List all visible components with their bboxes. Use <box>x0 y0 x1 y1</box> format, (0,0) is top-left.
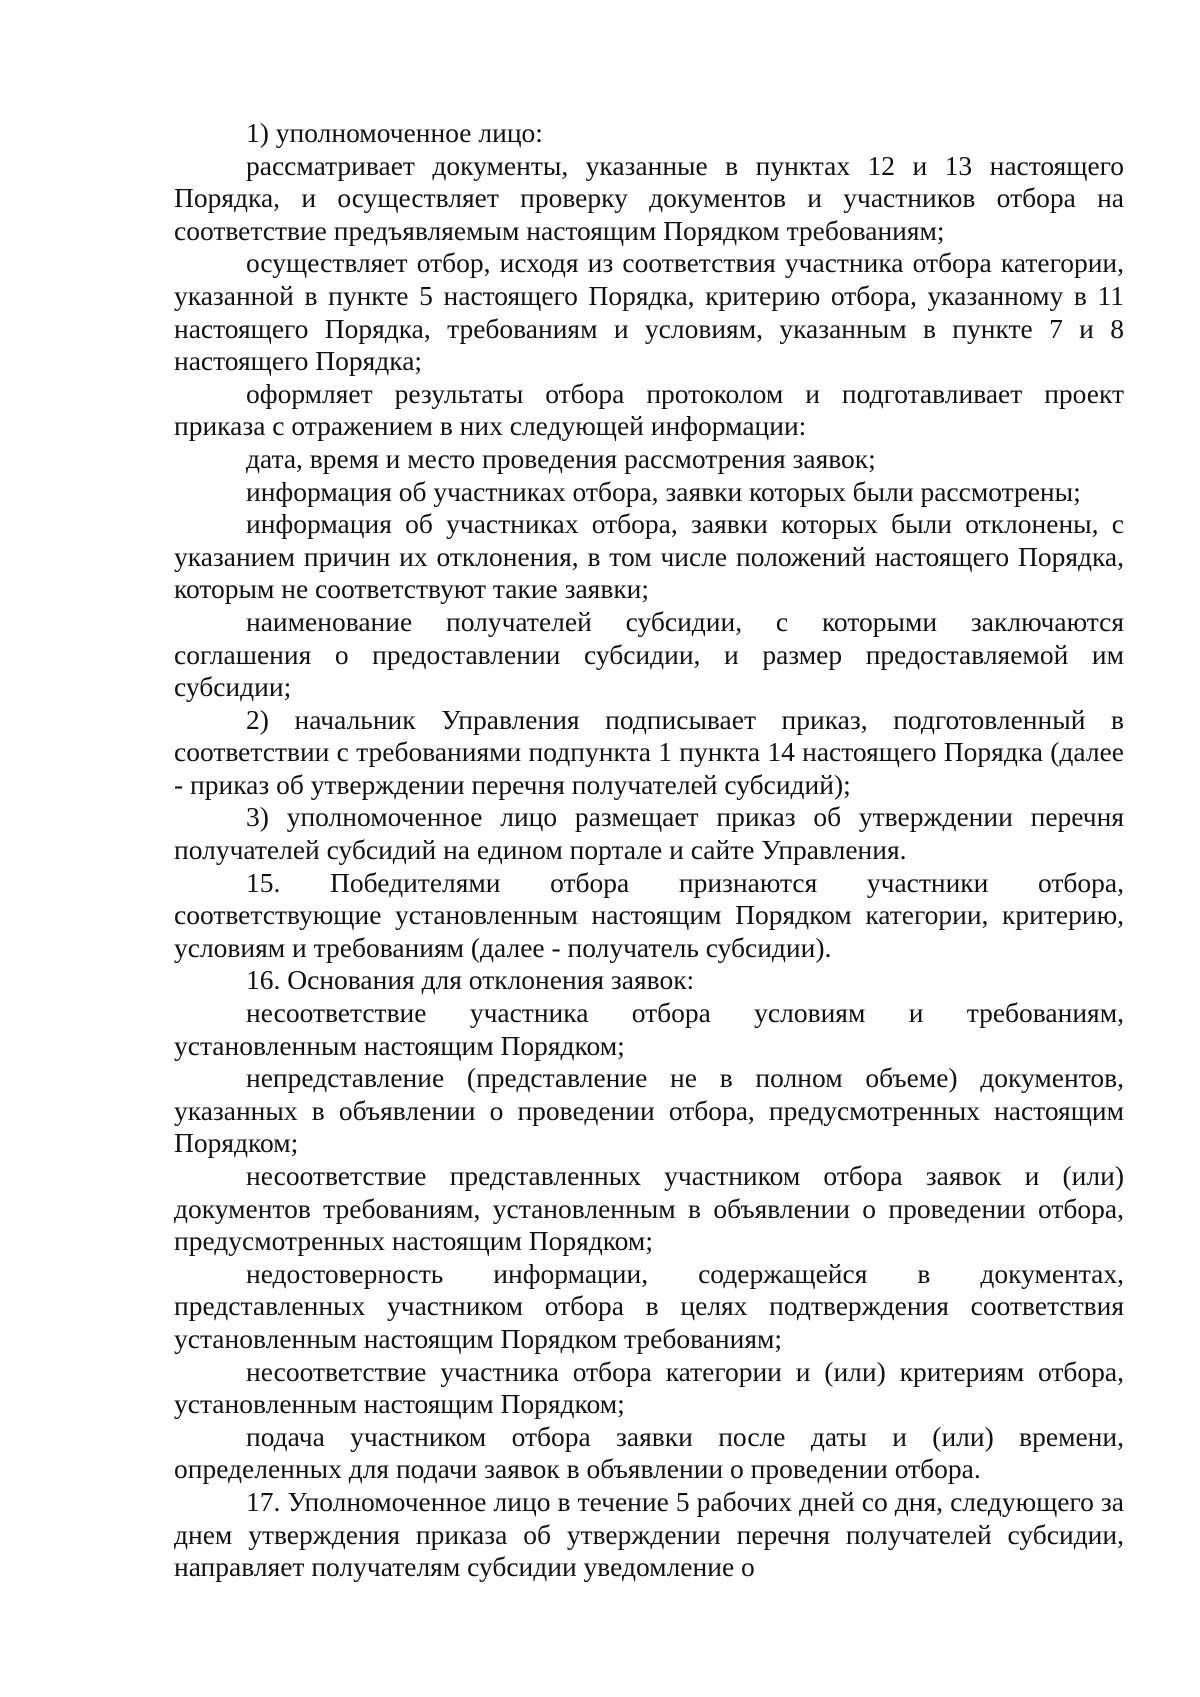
paragraph-subsidy-recipients: наименование получателей субсидии, с которыми заключаются соглашения о предоставлении субсидии, и размер предоставляемой им субсидии; <box>174 605 1124 703</box>
document-body <box>174 117 1124 1584</box>
paragraph-reject-noncompliance: несоответствие участника отбора условиям и требованиям, установленным настоящим Порядком; <box>174 997 1124 1061</box>
paragraph-item-2-head-signs: 2) начальник Управления подписывает приказ, подготовленный в соответствии с требованиями подпункта 1 пункта 14 настоящего Порядка (далее - приказ об утверждении перечня получателей субсидий); <box>174 703 1124 800</box>
paragraph-perform-selection: осуществляет отбор, исходя из соответствия участника отбора категории, указанной в пункте 5 настоящего Порядка, критерию отбора, указанному в 11 настоящего Порядка, требованиям и условиям, указанным в пункте 7 и 8 настоящего Порядка; <box>174 247 1124 377</box>
paragraph-rejected-participants: информация об участниках отбора, заявки которых были отклонены, с указанием причин их отклонения, в том числе положений настоящего Порядка, которым не соответствуют такие заявки; <box>174 508 1124 605</box>
paragraph-reject-unreliable-info: недостоверность информации, содержащейся в документах, представленных участником отбора в целях подтверждения соответствия установленным настоящим Порядком требованиям; <box>174 1257 1124 1354</box>
paragraph-clause-15: 15. Победителями отбора признаются участники отбора, соответствующие установленным настоящим Порядком категории, критерию, условиям и требованиям (далее - получатель субсидии). <box>174 866 1124 963</box>
paragraph-item-3-publishes: 3) уполномоченное лицо размещает приказ об утверждении перечня получателей субсидий на едином портале и сайте Управления. <box>174 801 1124 866</box>
paragraph-protocol: оформляет результаты отбора протоколом и подготавливает проект приказа с отражением в них следующей информации: <box>174 377 1124 442</box>
paragraph-review-documents: рассматривает документы, указанные в пунктах 12 и 13 настоящего Порядка, и осуществляет проверку документов и участников отбора на соответствие предъявляемым настоящим Порядком требованиям; <box>174 149 1124 246</box>
paragraph-date-time-place: дата, время и место проведения рассмотрения заявок; <box>246 442 876 474</box>
paragraph-reject-late-submission: подача участником отбора заявки после даты и (или) времени, определенных для подачи заявок в объявлении о проведении отбора. <box>174 1420 1124 1485</box>
paragraph-reject-documents-mismatch: несоответствие представленных участником отбора заявок и (или) документов требованиям, установленным в объявлении о проведении отбора, предусмотренных настоящим Порядком; <box>174 1160 1124 1257</box>
paragraph-item-1-authorized-person: 1) уполномоченное лицо: <box>246 117 543 148</box>
paragraph-reject-missing-documents: непредставление (представление не в полном объеме) документов, указанных в объявлении о проведении отбора, предусмотренных настоящим Порядком; <box>174 1062 1124 1159</box>
paragraph-clause-17: 17. Уполномоченное лицо в течение 5 рабочих дней со дня, следующего за днем утверждения приказа об утверждении перечня получателей субсидии, направляет получателям субсидии уведомление о <box>174 1485 1124 1583</box>
paragraph-clause-16: 16. Основания для отклонения заявок: <box>246 964 695 996</box>
paragraph-reviewed-participants: информация об участниках отбора, заявки которых были рассмотрены; <box>246 475 1081 507</box>
paragraph-reject-category-mismatch: несоответствие участника отбора категории и (или) критериям отбора, установленным настоящим Порядком; <box>174 1355 1124 1420</box>
